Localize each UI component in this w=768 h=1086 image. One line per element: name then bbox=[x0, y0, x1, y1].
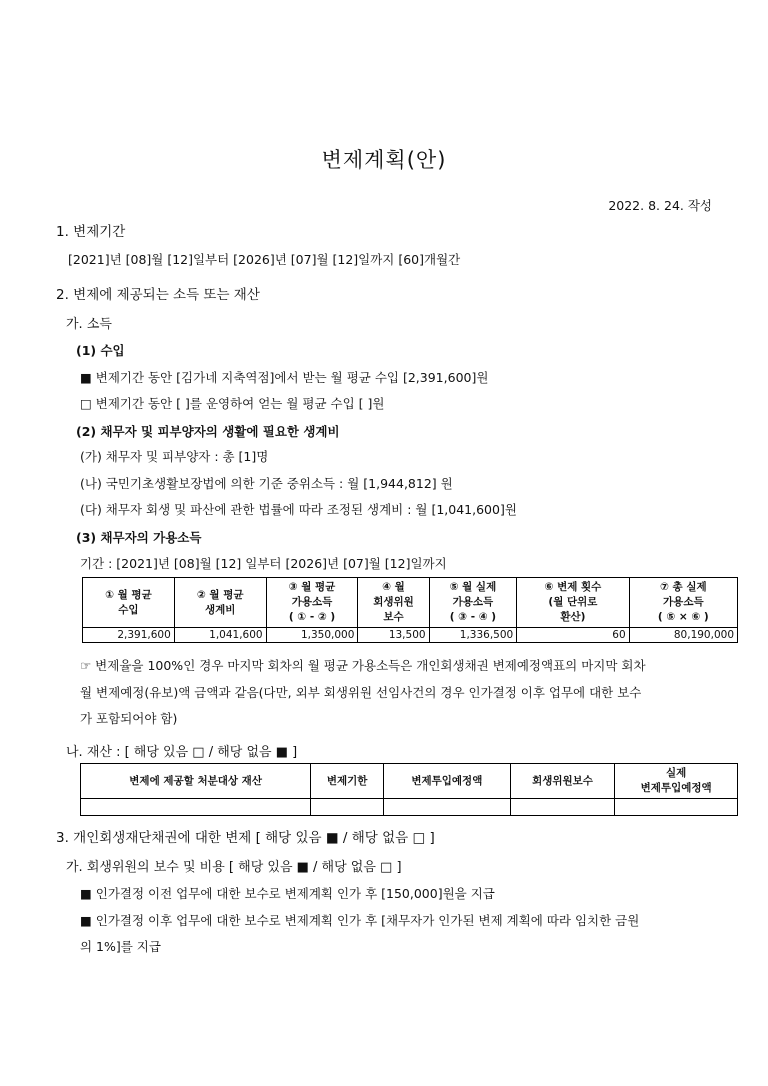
table-header: 변제투입예정액 bbox=[384, 764, 511, 799]
table-cell: 80,190,000 bbox=[629, 628, 737, 643]
table-cell: 1,336,500 bbox=[429, 628, 517, 643]
section3-heading: 3. 개인회생재단채권에 대한 변제 [ 해당 있음 ■ / 해당 없음 □ ] bbox=[56, 830, 435, 846]
table-header: ① 월 평균 수입 bbox=[83, 578, 175, 628]
available-income-period: 기간 : [2021]년 [08]월 [12] 일부터 [2026]년 [07]월 [12]일까지 bbox=[80, 556, 447, 571]
section2-heading: 2. 변제에 제공되는 소득 또는 재산 bbox=[56, 287, 260, 303]
property-table bbox=[80, 763, 738, 816]
income-heading: (1) 수입 bbox=[76, 343, 125, 358]
commissioner-fee-subheading: 가. 회생위원의 보수 및 비용 [ 해당 있음 ■ / 해당 없음 □ ] bbox=[66, 860, 402, 875]
living-cost-heading: (2) 채무자 및 피부양자의 생활에 필요한 생계비 bbox=[76, 424, 340, 439]
table-cell bbox=[311, 799, 384, 816]
table-cell: 1,350,000 bbox=[266, 628, 358, 643]
table-cell: 2,391,600 bbox=[83, 628, 175, 643]
note-line-3: 가 포함되어야 함) bbox=[80, 711, 178, 726]
table-header: ② 월 평균 생계비 bbox=[174, 578, 266, 628]
table-header: ⑦ 총 실제 가용소득 ( ⑤ × ⑥ ) bbox=[629, 578, 737, 628]
living-cost-line-1: (가) 채무자 및 피부양자 : 총 [1]명 bbox=[80, 449, 269, 464]
table-cell bbox=[510, 799, 615, 816]
table-header: 변제에 제공할 처분대상 재산 bbox=[81, 764, 311, 799]
table-header: ③ 월 평균 가용소득 ( ① - ② ) bbox=[266, 578, 358, 628]
table-header: ④ 월 회생위원 보수 bbox=[358, 578, 429, 628]
living-cost-line-2: (나) 국민기초생활보장법에 의한 기준 중위소득 : 월 [1,944,812] 원 bbox=[80, 476, 453, 491]
table-row bbox=[81, 799, 738, 816]
table-cell bbox=[615, 799, 738, 816]
commissioner-fee-line-1: ■ 인가결정 이전 업무에 대한 보수로 변제계획 인가 후 [150,000]원을 지급 bbox=[80, 886, 495, 901]
note-line-2: 월 변제예정(유보)액 금액과 같음(다만, 외부 회생위원 선임사건의 경우 인가결정 이후 업무에 대한 보수 bbox=[80, 685, 642, 700]
page-title: 변제계획(안) bbox=[321, 148, 447, 172]
table-cell: 13,500 bbox=[358, 628, 429, 643]
commissioner-fee-line-3: 의 1%]를 지급 bbox=[80, 939, 161, 954]
income-line-2: □ 변제기간 동안 [ ]를 운영하여 얻는 월 평균 수입 [ ]원 bbox=[80, 396, 385, 411]
commissioner-fee-line-2: ■ 인가결정 이후 업무에 대한 보수로 변제계획 인가 후 [채무자가 인가된 변제 계획에 따라 임치한 금원 bbox=[80, 913, 640, 928]
income-line-1: ■ 변제기간 동안 [김가네 지축역점]에서 받는 월 평균 수입 [2,391,600]원 bbox=[80, 370, 489, 385]
section1-heading: 1. 변제기간 bbox=[56, 224, 126, 240]
table-row bbox=[83, 628, 738, 643]
table-header: 실제 변제투입예정액 bbox=[615, 764, 738, 799]
living-cost-line-3: (다) 채무자 회생 및 파산에 관한 법률에 따라 조정된 생계비 : 월 [1,041,600]원 bbox=[80, 502, 517, 517]
document-date: 2022. 8. 24. 작성 bbox=[608, 198, 712, 213]
income-subheading: 가. 소득 bbox=[66, 317, 112, 332]
table-header: ⑤ 월 실제 가용소득 ( ③ - ④ ) bbox=[429, 578, 517, 628]
table-cell bbox=[81, 799, 311, 816]
table-cell bbox=[384, 799, 511, 816]
table-header: ⑥ 변제 횟수 (월 단위로 환산) bbox=[517, 578, 629, 628]
table-cell: 1,041,600 bbox=[174, 628, 266, 643]
table-header: 변제기한 bbox=[311, 764, 384, 799]
table-cell: 60 bbox=[517, 628, 629, 643]
note-line-1: ☞ 변제율을 100%인 경우 마지막 회차의 월 평균 가용소득은 개인회생채권 변제예정액표의 마지막 회차 bbox=[80, 658, 646, 673]
available-income-table bbox=[82, 577, 738, 643]
table-header: 회생위원보수 bbox=[510, 764, 615, 799]
property-subheading: 나. 재산 : [ 해당 있음 □ / 해당 없음 ■ ] bbox=[66, 745, 298, 760]
repayment-period: [2021]년 [08]월 [12]일부터 [2026]년 [07]월 [12]일까지 [60]개월간 bbox=[68, 252, 461, 267]
available-income-heading: (3) 채무자의 가용소득 bbox=[76, 530, 202, 545]
